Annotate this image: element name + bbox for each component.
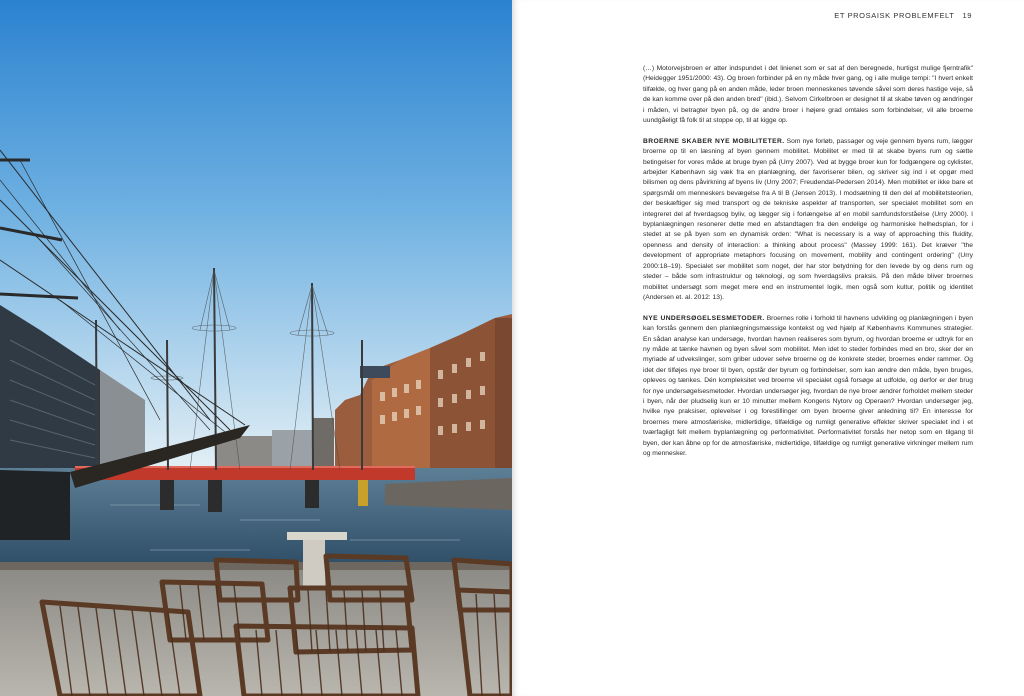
section-heading-mobilities: BROERNE SKABER NYE MOBILITETER.	[643, 137, 785, 145]
ship-hull	[0, 470, 70, 540]
text-page	[512, 0, 1024, 696]
running-head-title: ET PROSAISK PROBLEMFELT	[834, 11, 955, 20]
paragraph-methods	[643, 314, 973, 460]
section-text-methods: Broernes rolle i forhold til havnens udvikling og planlægningen i byen kan forstås gennem den planlægningsmæssige kontekst og ved hjælp af Københavns Kommunes strategier. En sådan analyse kan undersøge, hvordan havnen realiseres som byrum, og hvordan broerne er udtryk for en ny måde at tænke havnen og byen såvel som mobilitet. Men idet to steder forbindes med en bro, sker der en myriade af udvekslinger, som griber udover selve broerne og de konkrete steder, broernes ender rammer. Og idet der tilføjes nye broer til byen, opstår der byrum og forbindelser, som kan ændre den måde, byen bruges, opleves og tænkes. Dén kompleksitet ved broerne vil specialet også forsøge at udfolde, og derfor er der brug for nye undersøgelsesmetoder. Hvordan undersøger jeg, hvordan de nye broer ændrer forholdet mellem steder i byen, når der pludselig kun er 10 minutter mellem Kongens Nytorv og Operaen? Hvordan undersøger jeg, hvilke nye praksiser, oplevelser i og forestillinger om byen broerne giver anledning til? En interesse for broernes mere atmosfæriske, midlertidige, tilfældige og rumligt generative effekter skriver specialet ind i et tværfagligt felt mellem byplanlægning og performativitet. Performativitet forstås her netop som en tilgang til byen, der kan åbne op for de atmosfæriske, midlertidige, tilfældige og rumligt generative virkninger mellem rum og mennesker.	[643, 314, 973, 457]
section-text-mobilities: Som nye forløb, passager og veje gennem byens rum, lægger broerne op til en læsning af byen gennem mobilitet. Mobilitet er med til at skabe byens rum og sætte betingelser for vores måde at bruge byen på (Urry 2007). Ved at bygge broer kun for fodgængere og cyklister, arbejder København sig væk fra en planlægning, der favoriserer bilen, og skriver sig ind i et opgør med bilismen og dens påvirkning af byens liv (Urry 2007; Freudendal-Pedersen 2014). Men mobilitet er ikke bare et spørgsmål om menneskers bevægelse fra A til B (Jensen 2013). I modsætning til den del af mobilitetsteorien, der beskæftiger sig med transport og de tekniske aspekter af transporten, ser specialet mobilitet som en integreret del af hverdagsog byliv, og lægger sig i forlængelse af en mobil samfundsforståelse (Urry 2000). I byplanlægningen resonerer dette med en afstandtagen fra den endelige og harmoniske helhedsplan, for i stedet at se på byen som en dynamisk orden: "What is necessary is a way of approaching this fluidity, openness and density of interaction: a thinking about process" (Massey 1999: 161). Det kræver "the development of appropriate metaphors focusing on movement, mobility and contingent ordering" (Urry 2000:18–19). Specialet ser mobilitet som noget, der har stor betydning for den levede by og dens rum og steder – både som infrastruktur og teknologi, og som hverdagslivs praksis. På den måde bliver broernes mobilitet undersøgt som meget mere end en instrumentel logik, men også som kultur, politik og identitet (Andersen et. al. 2012: 13).	[643, 137, 973, 301]
running-head	[834, 11, 972, 20]
body-text	[643, 64, 973, 470]
paragraph-quote: (…) Motorvejsbroen er atter indspundet i det linienet som er sat af den beregnede, hurtigst mulige fjerntrafik" (Heidegger 1951/2000: 43). Og broen forbinder på en ny måde hver gang, og i alle mulige tempi: "I hvert enkelt tilfælde, og hver gang på en anden måde, leder broen menneskenes tøvende såvel som deres hastige veje, så de kan komme over på den anden bred" (ibid.). Selvom Cirkelbroen er designet til at skabe tøven og ændringer i måden, vi betragter byen på, og de andre broer i højere grad omtales som forbindelser, vil alle broerne uundgåeligt få folk til at stoppe op, til at kigge op.	[643, 65, 973, 125]
paragraph-mobilities	[643, 137, 973, 304]
page-number: 19	[962, 11, 972, 20]
section-heading-methods: NYE UNDERSØGELSESMETODER.	[643, 314, 765, 322]
